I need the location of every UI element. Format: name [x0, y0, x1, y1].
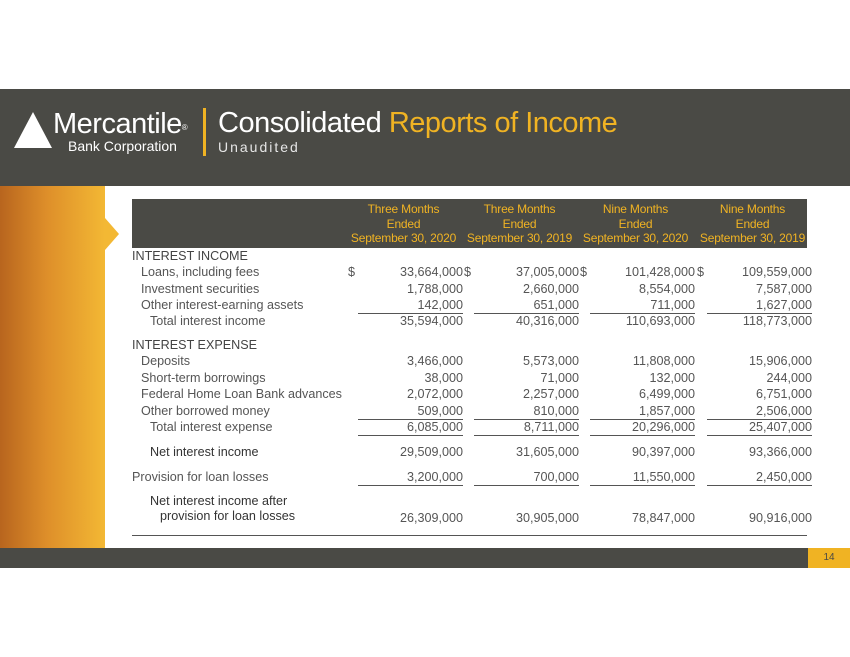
row-label-text: Other borrowed money: [141, 404, 270, 418]
cell-value: 810,000: [533, 404, 579, 418]
page-number: 14: [808, 548, 850, 568]
column-header-line: September 30, 2019: [466, 231, 573, 245]
row-label: [132, 470, 269, 485]
column-header-line: Ended: [502, 216, 537, 231]
subtotal-rule: [707, 485, 812, 486]
row-label: [150, 420, 273, 435]
subtotal-rule: [590, 485, 695, 486]
cell-value: 30,905,000: [515, 511, 579, 525]
logo-triangle-icon: [14, 112, 52, 148]
cell-value: 509,000: [417, 404, 463, 418]
cell-value: 3,200,000: [406, 470, 463, 484]
row-label-text: Total interest income: [150, 314, 266, 328]
column-header: [346, 202, 461, 246]
cell-value: 109,559,000: [741, 265, 812, 279]
row-label: [150, 494, 295, 524]
cell-value: 8,554,000: [638, 282, 695, 296]
currency-symbol: $: [348, 265, 356, 279]
row-label: [150, 314, 266, 329]
currency-symbol: $: [580, 265, 588, 279]
logo-name-text: Mercantile: [53, 108, 182, 140]
row-label: [141, 387, 342, 402]
cell-value: 2,506,000: [755, 404, 812, 418]
cell-value: 8,711,000: [523, 420, 579, 434]
cell-value: 118,773,000: [742, 314, 812, 328]
column-header: [462, 202, 577, 246]
cell-value: 132,000: [649, 371, 695, 385]
subtotal-rule: [358, 485, 463, 486]
currency-symbol: $: [464, 265, 472, 279]
subtotal-rule: [474, 435, 579, 436]
cell-value: 29,509,000: [399, 445, 463, 459]
column-header: [578, 202, 693, 246]
cell-value: 700,000: [533, 470, 579, 484]
cell-value: 93,366,000: [748, 445, 812, 459]
title-main: Consolidated: [218, 107, 382, 139]
cell-value: 711,000: [650, 298, 695, 312]
cell-value: 33,664,000: [399, 265, 463, 279]
cell-value: 1,857,000: [638, 404, 695, 418]
row-label: [141, 282, 259, 297]
row-label-text: Short-term borrowings: [141, 371, 266, 385]
row-label-text: Deposits: [141, 354, 190, 368]
column-header: [695, 202, 810, 246]
cell-value: 2,660,000: [522, 282, 579, 296]
cell-value: 37,005,000: [515, 265, 579, 279]
column-header-line: Three Months: [367, 202, 440, 216]
row-label-text: Other interest-earning assets: [141, 298, 304, 312]
section-heading: [132, 338, 257, 353]
footer-band: [0, 548, 850, 568]
cell-value: 110,693,000: [625, 314, 695, 328]
cell-value: 6,085,000: [406, 420, 463, 434]
row-label-text: Net interest income after: [150, 494, 288, 508]
cell-value: 7,587,000: [755, 282, 812, 296]
cell-value: 101,428,000: [624, 265, 695, 279]
cell-value: 1,627,000: [755, 298, 812, 312]
row-label-text: provision for loan losses: [160, 509, 296, 523]
subtotal-rule: [358, 435, 463, 436]
column-header-line: Nine Months: [602, 202, 669, 216]
subtotal-rule: [474, 485, 579, 486]
page-title: [218, 106, 617, 140]
row-label: [141, 404, 270, 419]
cell-value: 71,000: [540, 371, 579, 385]
cell-value: 3,466,000: [406, 354, 463, 368]
row-label-text: Investment securities: [141, 282, 260, 296]
table-bottom-rule: [132, 535, 807, 536]
header-divider: [203, 108, 206, 156]
column-header-line: Three Months: [483, 202, 556, 216]
currency-symbol: $: [697, 265, 705, 279]
cell-value: 6,499,000: [638, 387, 695, 401]
registered-mark: ®: [181, 123, 188, 132]
cell-value: 31,605,000: [515, 445, 579, 459]
row-label-text: Total interest expense: [150, 420, 273, 434]
section-heading: [132, 249, 248, 264]
row-label-text: INTEREST INCOME: [132, 249, 248, 263]
cell-value: 40,316,000: [515, 314, 579, 328]
cell-value: 25,407,000: [748, 420, 812, 434]
column-header-line: Ended: [618, 216, 653, 231]
logo-subtitle: Bank Corporation: [68, 138, 177, 154]
row-label: [141, 265, 259, 280]
cell-value: 2,257,000: [522, 387, 579, 401]
title-accent: Reports of Income: [388, 107, 618, 139]
cell-value: 6,751,000: [755, 387, 812, 401]
logo-name: [53, 108, 187, 140]
cell-value: 2,450,000: [755, 470, 812, 484]
decorative-sidebar: [0, 186, 105, 548]
cell-value: 15,906,000: [748, 354, 812, 368]
cell-value: 2,072,000: [406, 387, 463, 401]
cell-value: 651,000: [533, 298, 579, 312]
cell-value: 244,000: [766, 371, 812, 385]
subtotal-rule: [590, 435, 695, 436]
cell-value: 1,788,000: [406, 282, 463, 296]
row-label: [141, 371, 266, 386]
column-header-line: September 30, 2020: [350, 231, 457, 245]
column-header-line: Ended: [735, 216, 770, 231]
cell-value: 38,000: [424, 371, 463, 385]
row-label: [141, 354, 190, 369]
cell-value: 11,550,000: [632, 470, 695, 484]
cell-value: 26,309,000: [399, 511, 463, 525]
cell-value: 5,573,000: [522, 354, 579, 368]
cell-value: 142,000: [417, 298, 463, 312]
row-label-text: INTEREST EXPENSE: [132, 338, 258, 352]
column-header-line: September 30, 2020: [582, 231, 689, 245]
cell-value: 90,397,000: [631, 445, 695, 459]
row-label: [150, 445, 259, 460]
page-subtitle: Unaudited: [218, 139, 300, 155]
row-label-text: Net interest income: [150, 445, 259, 459]
row-label-text: Federal Home Loan Bank advances: [141, 387, 342, 401]
cell-value: 20,296,000: [631, 420, 695, 434]
column-header-line: Nine Months: [719, 202, 786, 216]
sidebar-arrow: [105, 218, 119, 250]
row-label-text: Loans, including fees: [141, 265, 260, 279]
row-label: [141, 298, 303, 313]
cell-value: 78,847,000: [631, 511, 695, 525]
subtotal-rule: [707, 435, 812, 436]
cell-value: 35,594,000: [399, 314, 463, 328]
row-label-text: Provision for loan losses: [132, 470, 269, 484]
column-header-line: September 30, 2019: [699, 231, 806, 245]
cell-value: 11,808,000: [632, 354, 695, 368]
column-header-line: Ended: [386, 216, 421, 231]
cell-value: 90,916,000: [748, 511, 812, 525]
